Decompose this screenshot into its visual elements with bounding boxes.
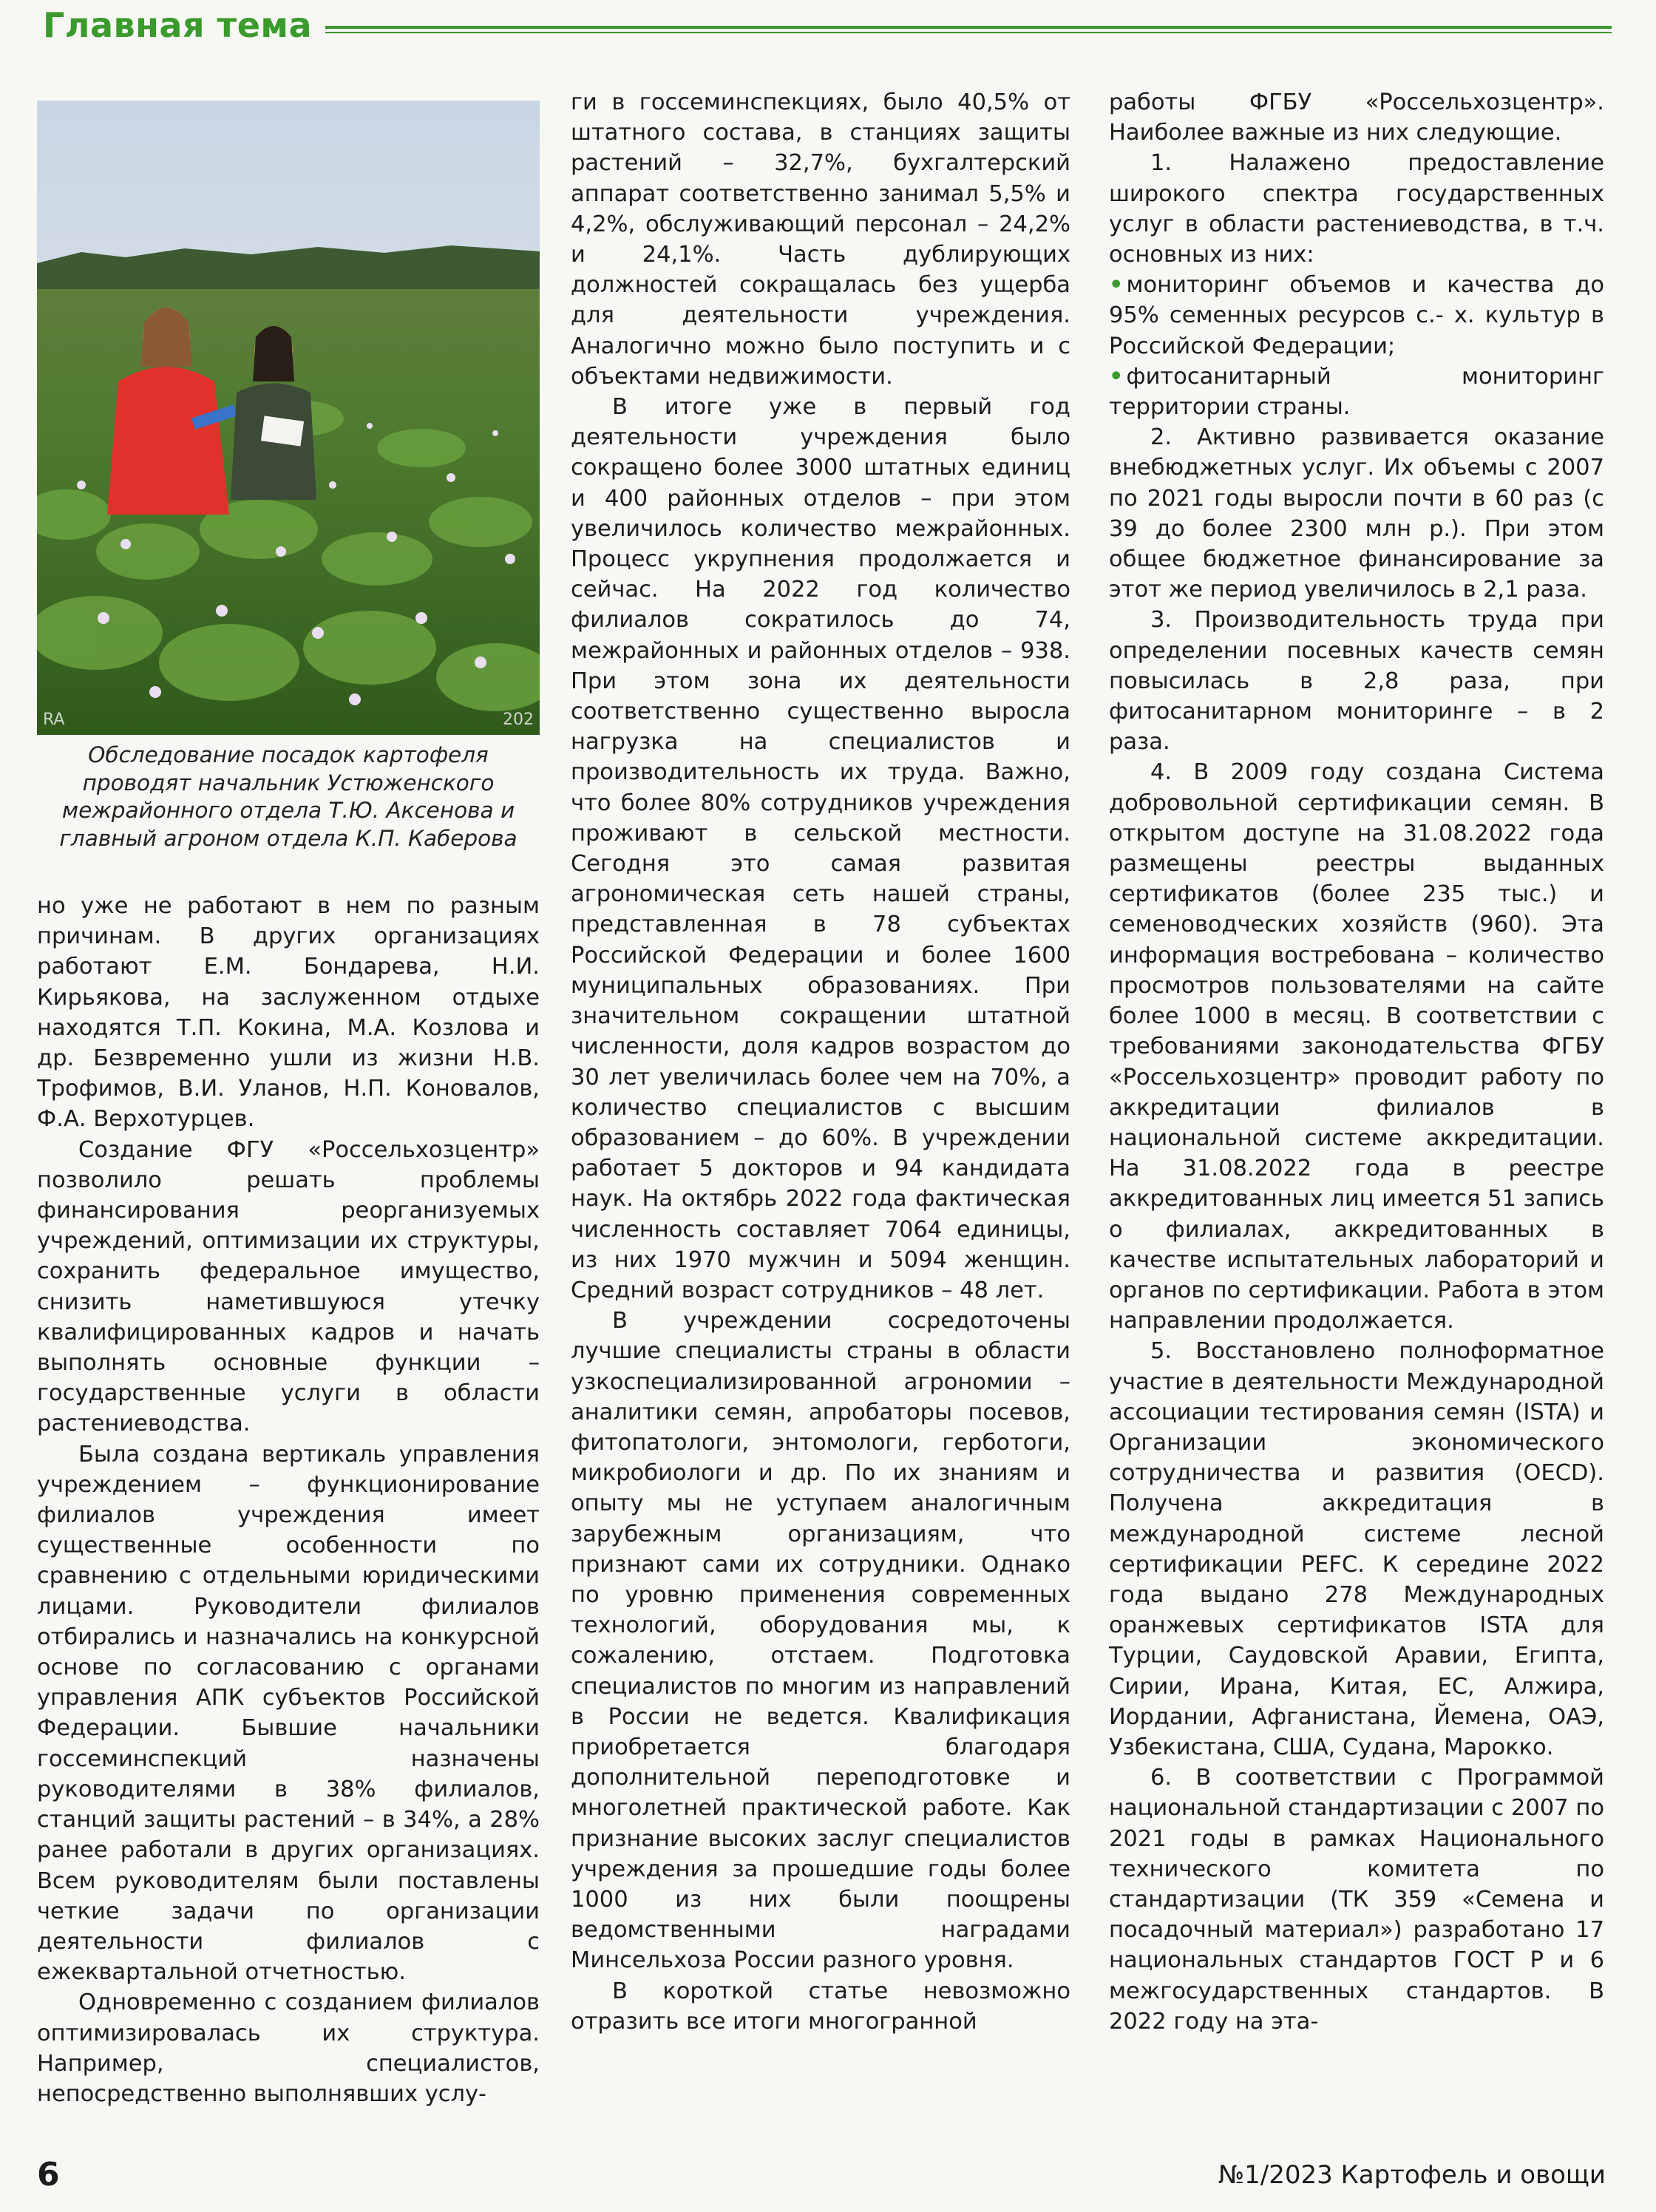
photo-caption: Обследование посадок картофеля проводят начальник Устюженского межрайонного отдела Т.Ю. Аксенова и главный агроном отдела К.П. Каберова [59,742,518,851]
bullet-item [1109,362,1604,422]
page-header [43,4,1612,46]
bullet-text: фитосанитарный мониторинг территории страны. [1109,363,1604,421]
paragraph: 1. Налажено предоставление широкого спектра государственных услуг в области растениеводства, в т.ч. основных из них: [1109,150,1604,268]
paragraph: но уже не работают в нем по разным причинам. В других организациях работают Е.М. Бондарева, Н.И. Кирьякова, на заслуженном отдыхе находятся Т.П. Кокина, М.А. Козлова и др. Безвременно ушли из жизни Н.В. Трофимов, В.И. Уланов, Н.П. Коновалов, Ф.А. Верхотурцев. [37,893,540,1133]
text-column-1 [37,891,540,2109]
paragraph: В итоге уже в первый год деятельности учреждения было сокращено более 3000 штатных единиц и 400 районных отделов – при этом увеличилось количество межрайонных. Процесс укрупнения продолжается и сейчас. На 2022 год количество филиалов сократилось до 74, межрайонных и районных отделов – 938. При этом зона их деятельности соответственно существенно выросла нагрузка на специалистов и производительность их труда. Важно, что более 80% сотрудников учреждения проживают в сельской местности. Сегодня это самая развитая агрономическая сеть нашей страны, представленная в 78 субъектах Российской Федерации и более 1600 муниципальных образованиях. При значительном сокращении штатной численности, доля кадров возрастом до 30 лет увеличилась более чем на 70%, а количество специалистов с высшим образованием – до 60%. В учреждении работает 5 докторов и 94 кандидата наук. На октябрь 2022 года фактическая численность составляет 7064 единицы, из них 1970 мужчин и 5094 женщин. Средний возраст сотрудников – 48 лет. [571,394,1070,1303]
journal-issue: №1/2023 Картофель и овощи [1218,2160,1606,2190]
paragraph: Была создана вертикаль управления учреждением – функционирование филиалов учреждения имеет существенные особенности по сравнению с отдельными юридическими лицами. Руководители филиалов отбирались и назначались на конкурсной основе по согласованию с органами управления АПК субъектов Российской Федерации. Бывшие начальники госсеминспекций назначены руководителями в 38% филиалов, станций защиты растений – в 34%, а 28% ранее работали в других организациях. Всем руководителям были поставлены четкие задачи по организации деятельности филиалов с ежеквартальной отчетностью. [37,1441,540,1986]
paragraph: работы ФГБУ «Россельхозцентр». Наиболее важные из них следующие. [1109,89,1604,146]
photo-watermark-right: 202 [503,710,534,729]
section-title: Главная тема [43,4,325,46]
paragraph: Одновременно с созданием филиалов оптимизировалась их структура. Например, специалистов, непосредственно выполнявших услу- [37,1989,540,2107]
article-photo [37,101,540,735]
paragraph: 3. Производительность труда при определении посевных качеств семян повысилась в 2,8 раза, при фитосанитарном мониторинге – в 2 раза. [1109,607,1604,756]
page-number: 6 [37,2156,60,2194]
paragraph: 6. В соответствии с Программой национальной стандартизации с 2007 по 2021 годы в рамках Национального технического комитета по стандартизации (ТК 359 «Семена и посадочный материал») разработано 17 национальных стандартов ГОСТ Р и 6 межгосударственных стандартов. В 2022 году на эта- [1109,1765,1604,2035]
paragraph: ги в госсеминспекциях, было 40,5% от штатного состава, в станциях защиты растений – 32,7%, бухгалтерский аппарат соответственно занимал 5,5% и 4,2%, обслуживающий персонал – 24,2% и 24,1%. Часть дублирующих должностей сокращалась без ущерба для деятельности учреждения. Аналогично можно было поступить и с объектами недвижимости. [571,89,1070,390]
potato-field-image [37,101,540,735]
paragraph: 2. Активно развивается оказание внебюджетных услуг. Их объемы с 2007 по 2021 годы выросли почти в 60 раз (с 39 до более 2300 млн р.). При этом общее бюджетное финансирование за этот же период увеличилось в 2,1 раза. [1109,424,1604,603]
paragraph: В учреждении сосредоточены лучшие специалисты страны в области узкоспециализированной агрономии – аналитики семян, апробаторы посевов, фитопатологи, энтомологи, герботоги, микробиологи и др. По их знаниям и опыту мы не уступаем аналогичным зарубежным организациям, что признают сами их сотрудники. Однако по уровню применения современных технологий, оборудования мы, к сожалению, отстаем. Подготовка специалистов по многим из направлений в России не ведется. Квалификация приобретается благодаря дополнительной переподготовке и многолетней практической работе. Как признание высоких заслуг специалистов учреждения за прошедшие годы более 1000 из них были поощрены ведомственными наградами Минсельхоза России разного уровня. [571,1308,1070,1974]
paragraph: В короткой статье невозможно отразить все итоги многогранной [571,1978,1070,2035]
bullet-text: мониторинг объемов и качества до 95% семенных ресурсов с.- х. культур в Российской Федерации; [1109,272,1604,359]
text-column-2 [571,87,1070,2037]
paragraph: Создание ФГУ «Россельхозцентр» позволило решать проблемы финансирования реорганизуемых учреждений, оптимизации их структуры, сохранить федеральное имущество, снизить наметившуюся утечку квалифицированных кадров и начать выполнять основные функции – государственные услуги в области растениеводства. [37,1136,540,1437]
bullet-icon: • [1109,272,1124,299]
paragraph: 5. Восстановлено полноформатное участие в деятельности Международной ассоциации тестирования семян (ISTA) и Организации экономического сотрудничества и развития (OECD). Получена аккредитация в международной системе лесной сертификации PEFC. К середине 2022 года выдано 278 Международных оранжевых сертификатов ISTA для Турции, Саудовской Аравии, Египта, Сирии, Ирана, Китая, ЕС, Алжира, Иордании, Афганистана, Йемена, ОАЭ, Узбекистана, США, Судана, Марокко. [1109,1338,1604,1760]
bullet-item [1109,270,1604,362]
photo-watermark-left: RA [43,710,65,729]
bullet-icon: • [1109,363,1124,390]
text-column-3 [1109,87,1604,2037]
paragraph: 4. В 2009 году создана Система добровольной сертификации семян. В открытом доступе на 31.08.2022 года размещены реестры выданных сертификатов (более 235 тыс.) и семеноводческих хозяйств (960). Эта информация востребована – количество просмотров пользователями на сайте более 1000 в месяц. В соответствии с требованиями законодательства ФГБУ «Россельхозцентр» проводит работу по аккредитации филиалов в национальной системе аккредитации. На 31.08.2022 года в реестре аккредитованных лиц имеется 51 запись о филиалах, аккредитованных в качестве испытательных лабораторий и органов по сертификации. Работа в этом направлении продолжается. [1109,759,1605,1334]
